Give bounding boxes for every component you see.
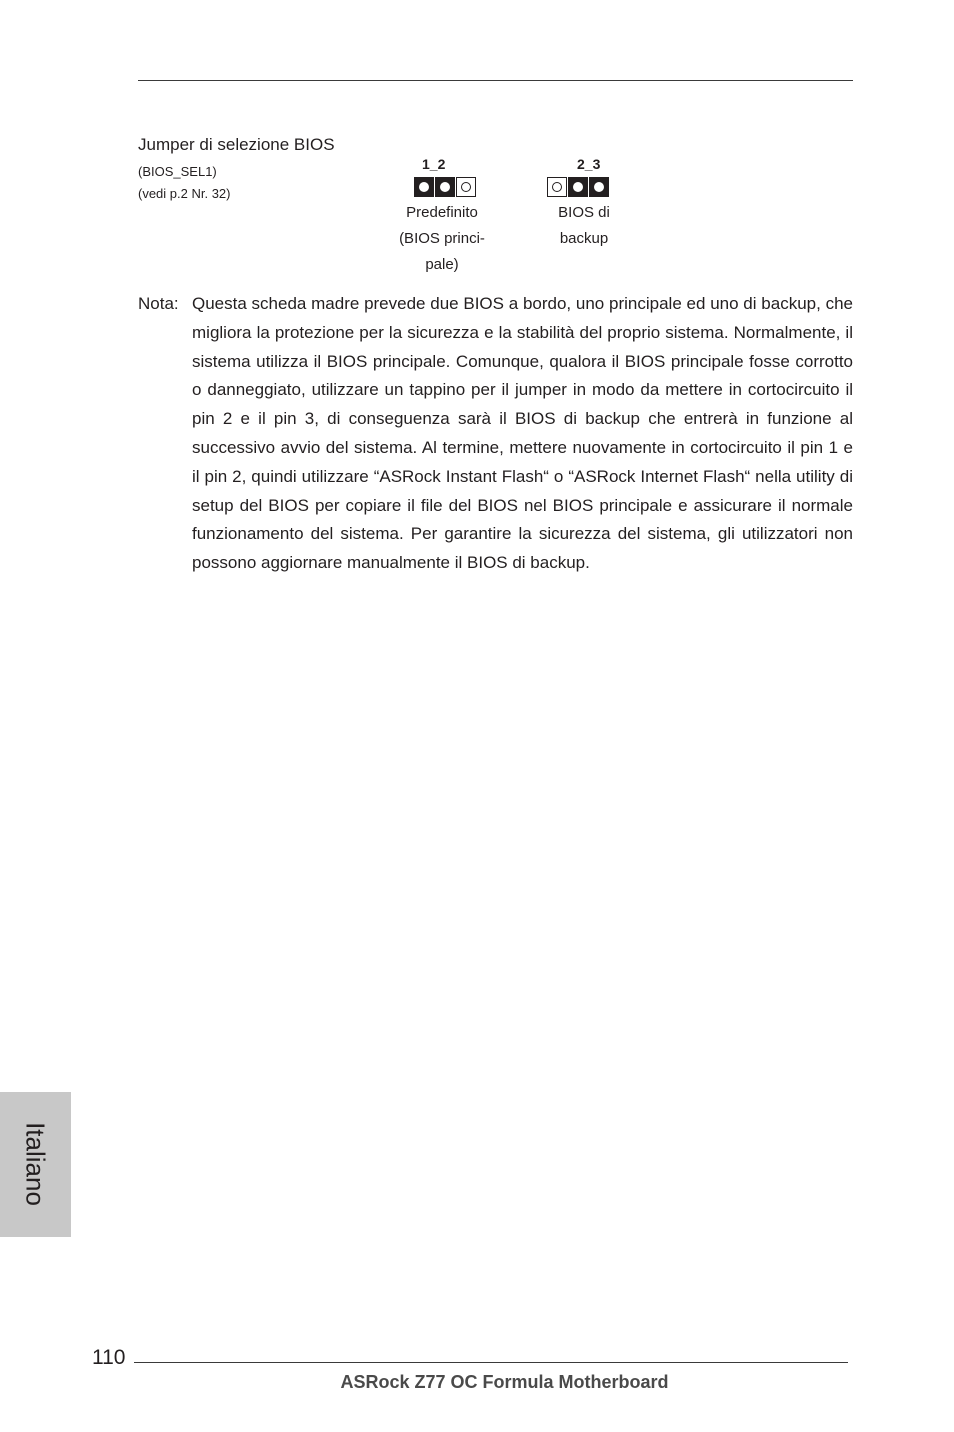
caption-line: (BIOS princi- (399, 230, 485, 247)
pin-3-shorted (589, 177, 609, 197)
caption-line: backup (559, 230, 609, 247)
language-tab-label: Italiano (20, 1122, 51, 1206)
caption-default (382, 200, 502, 278)
language-tab (0, 1092, 71, 1237)
caption-backup (534, 200, 634, 252)
header-rule (138, 80, 853, 81)
caption-line: BIOS di (558, 204, 610, 221)
pin-2-shorted (435, 177, 455, 197)
jumper-reference: (vedi p.2 Nr. 32) (138, 186, 231, 201)
pin-2-shorted (568, 177, 588, 197)
note-body: Questa scheda madre prevede due BIOS a bordo, uno principale ed uno di backup, che migliora la protezione per la sicurezza e la stabilità del proprio sistema. Normalmente, il sistema utilizza il BIOS principale. Comunque, qualora il BIOS principale fosse corrotto o danneggiato, utilizzare un tappino per il jumper in modo da mettere in cortocircuito il pin 2 e il pin 3, di conseguenza sarà il BIOS di backup che entrerà in funzione al successivo avvio del sistema. Al termine, mettere nuovamente in cortocircuito il pin 1 e il pin 2, quindi utilizzare “ASRock Instant Flash“ o “ASRock Internet Flash“ nella utility di setup del BIOS per copiare il file del BIOS nel BIOS principale e assicurare il normale funzionamento del sistema. Per garantire la sicurezza del sistema, gli utilizzatori non possono aggiornare manualmente il BIOS di backup. (192, 294, 853, 573)
pin-1-open (547, 177, 567, 197)
jumper-title: Jumper di selezione BIOS (138, 135, 335, 154)
footer-title: ASRock Z77 OC Formula Motherboard (340, 1372, 669, 1392)
caption-line: Predefinito (406, 204, 478, 221)
jumper-code: (BIOS_SEL1) (138, 164, 217, 179)
pin-label-2-3: 2_3 (577, 156, 601, 172)
pin-label-1-2: 1_2 (422, 156, 446, 172)
page-number: 110 (92, 1346, 126, 1369)
pin-1-shorted (414, 177, 434, 197)
jumper-header-backup (547, 177, 609, 199)
jumper-header-default (414, 177, 476, 199)
footer-rule (134, 1362, 848, 1363)
caption-line: pale) (425, 256, 459, 273)
note-label: Nota: (138, 294, 179, 313)
pin-3-open (456, 177, 476, 197)
